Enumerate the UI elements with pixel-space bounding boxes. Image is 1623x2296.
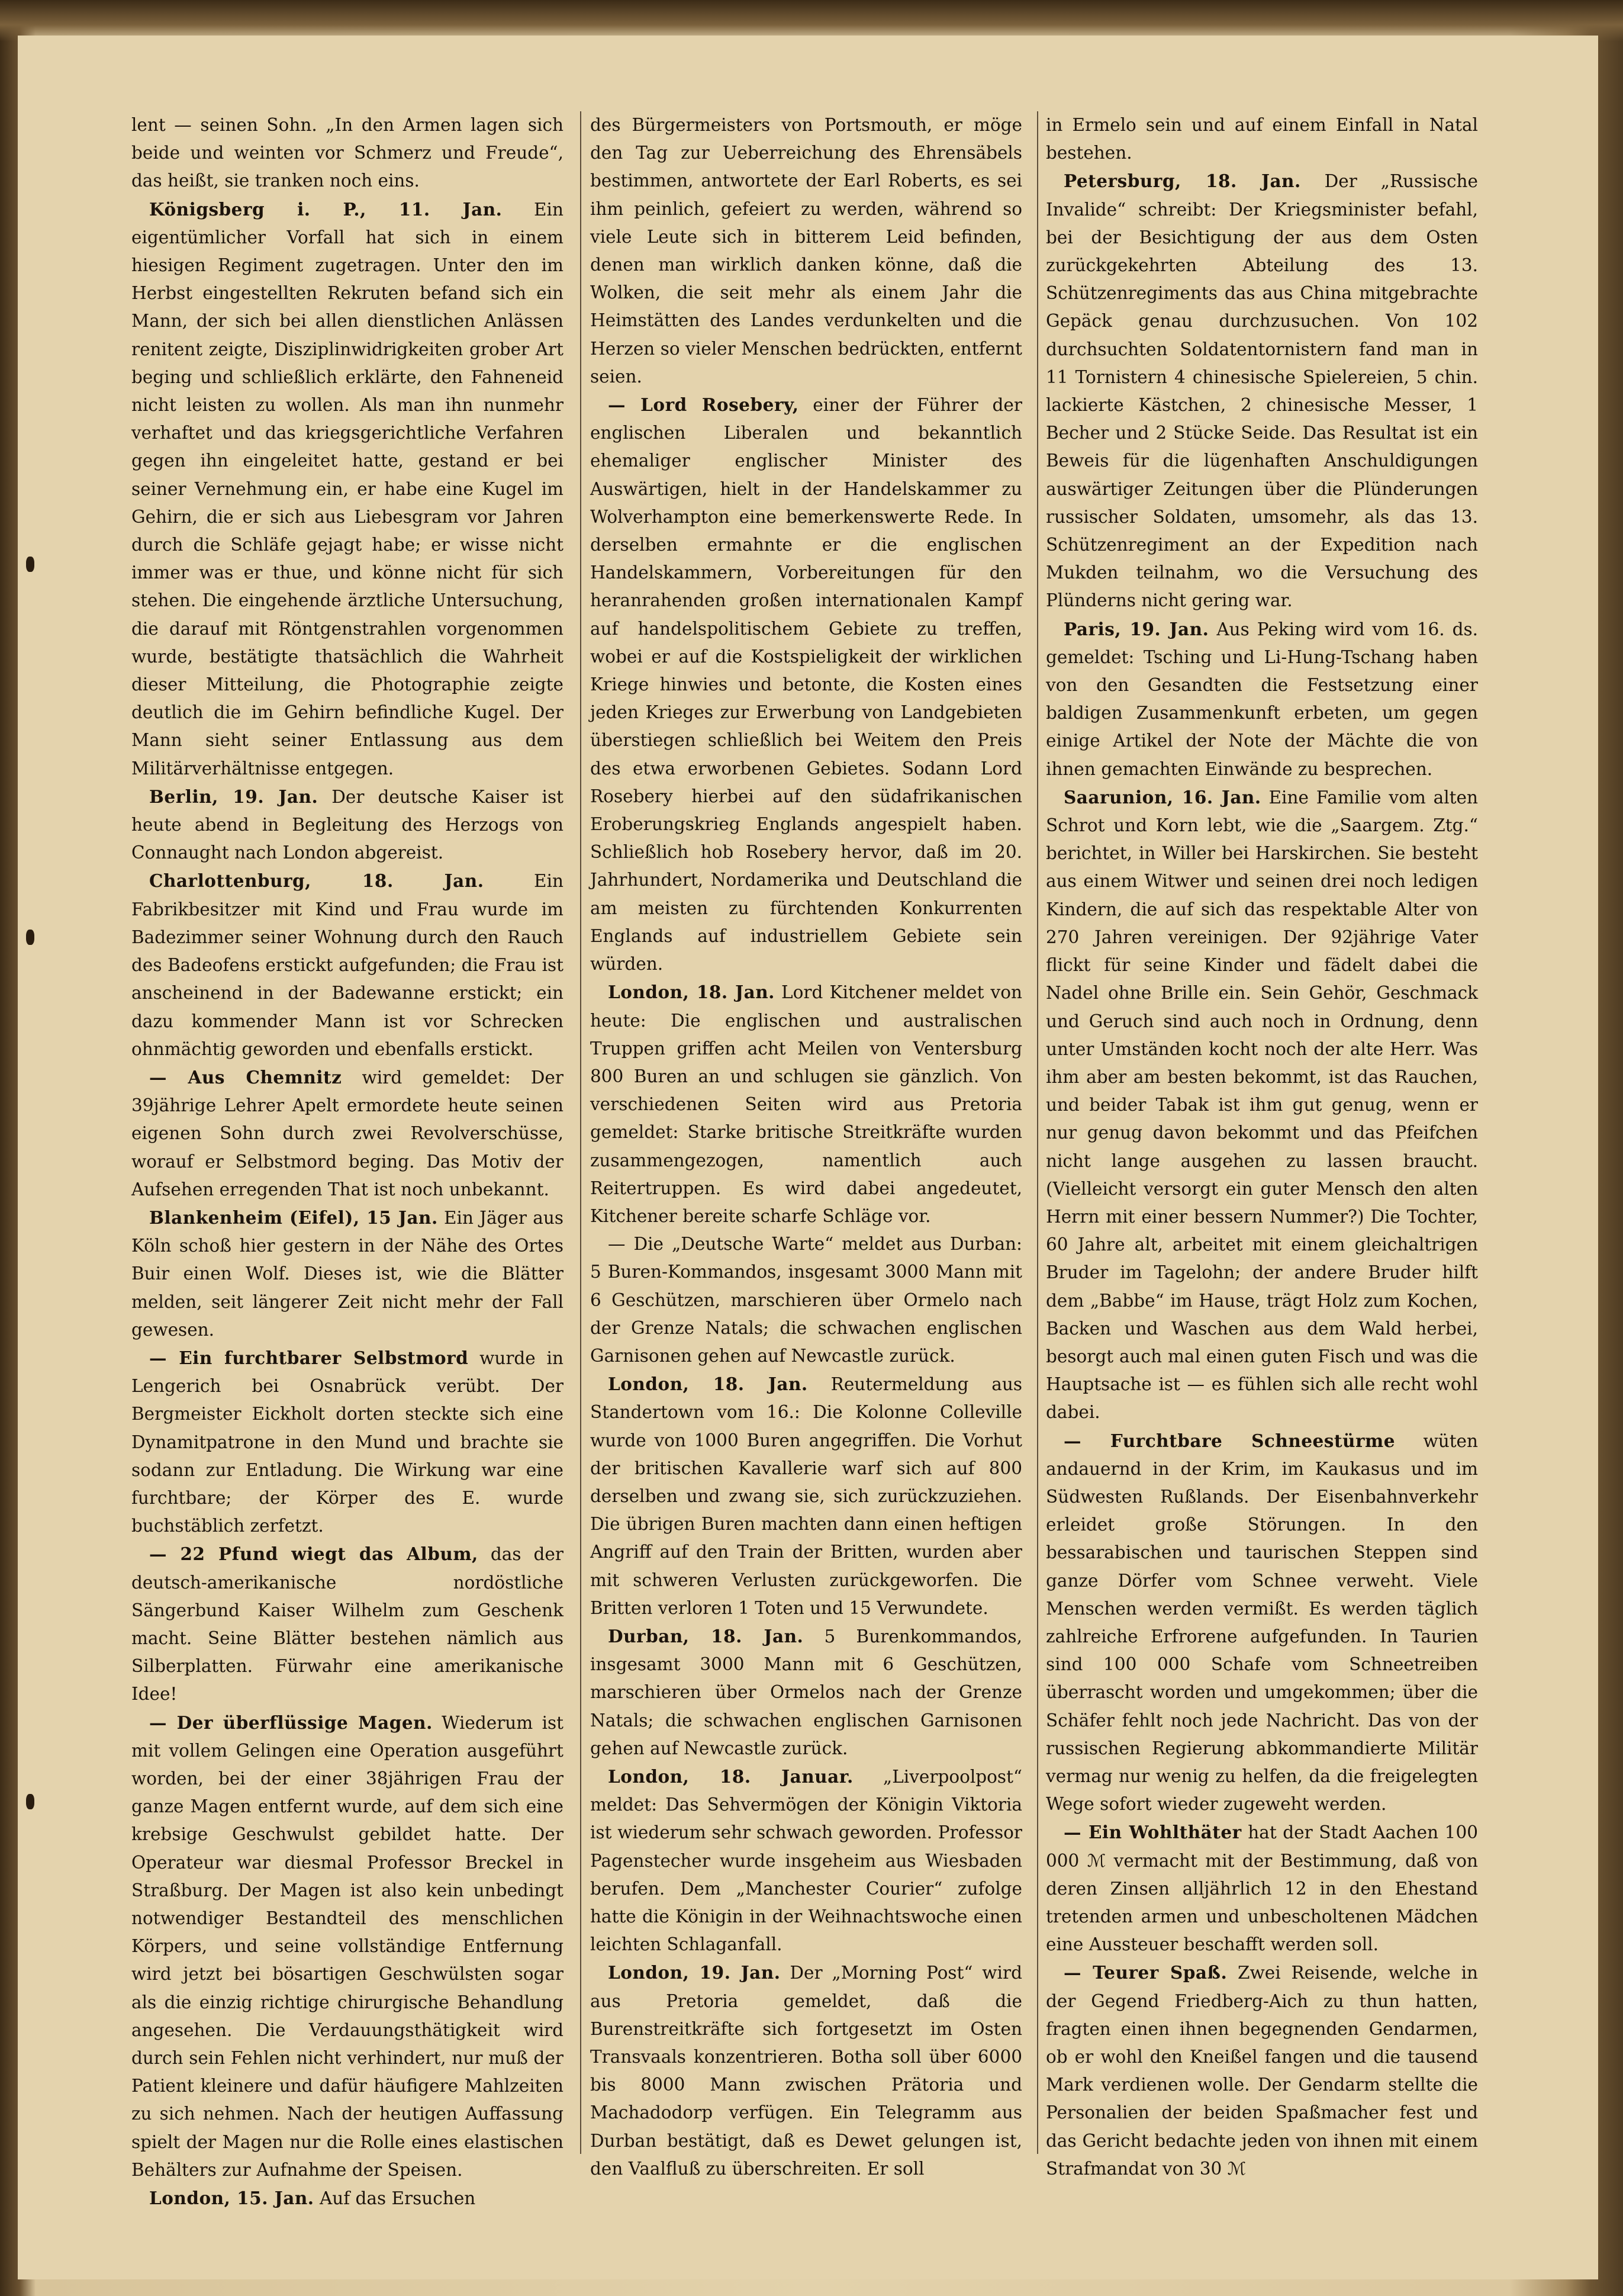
dateline: Petersburg, 18. Jan. — [1064, 171, 1301, 192]
binding-hole — [26, 557, 34, 572]
news-item — [590, 1370, 1022, 1622]
news-item — [1046, 1818, 1478, 1959]
dateline: — Aus Chemnitz — [149, 1066, 342, 1088]
dateline: — Teurer Spaß. — [1064, 1962, 1228, 1983]
news-item — [1046, 1959, 1478, 2183]
text-column-3 — [1046, 111, 1478, 2179]
news-item — [1046, 167, 1478, 615]
dateline: — Der überflüssige Magen. — [149, 1712, 433, 1733]
binding-hole — [26, 1794, 34, 1809]
item-text: Der „Russische Invalide“ schreibt: Der Kriegsminister befahl, bei der Besichtigung der aus dem Osten zurückgekehrten Abteilung des 13. Schützenregiments das aus China mitgebrachte Gepäck genau durchzusuchen. Von 102 durchsuchten Soldatentornistern fand man in 11 Tornistern 4 chinesische Spielereien, 5 chin. lackierte Kästchen, 2 chinesische Messer, 1 Becher und 2 Stücke Seide. Das Resultat ist ein Beweis für die lügenhaften Anschuldigungen auswärtiger Zeitungen über die Plünderungen russischer Soldaten, umsomehr, als das 13. Schützenregiment an der Expedition nach Mukden teilnahm, wo die Versuchung des Plünderns nicht gering war. — [1046, 171, 1478, 611]
news-item — [131, 1540, 563, 1708]
dateline: Durban, 18. Jan. — [608, 1625, 804, 1647]
item-text: wird gemeldet: Der 39jährige Lehrer Apelt ermordete heute seinen eigenen Sohn durch zwei Revolverschüsse, worauf er Selbstmord beging. Das Motiv der Aufsehen erregenden That ist noch unbekannt. — [131, 1067, 563, 1200]
dateline: Paris, 19. Jan. — [1064, 618, 1209, 639]
news-item — [590, 1622, 1022, 1763]
news-item — [590, 978, 1022, 1230]
item-text: „Liverpoolpost“ meldet: Das Sehvermögen der Königin Viktoria ist wiederum sehr schwach geworden. Professor Pagenstecher wurde insgeheim aus Wiesbaden berufen. Dem „Manchester Courier“ zufolge hatte die Königin in der Weihnachtswoche einen leichten Schlaganfall. — [590, 1766, 1022, 1955]
item-text: wurde in Lengerich bei Osnabrück verübt. Der Bergmeister Eickholt dorten steckte sich eine Dynamitpatrone in den Mund und brachte sie sodann zur Entladung. Die Wirkung war eine furchtbare; der Körper des E. wurde buchstäblich zerfetzt. — [131, 1348, 563, 1536]
dateline: Blankenheim (Eifel), 15 Jan. — [149, 1207, 438, 1228]
item-text: das der deutsch-amerikanische nordöstliche Sängerbund Kaiser Wilhelm zum Geschenk macht. Seine Blätter bestehen nämlich aus Silberplatten. Fürwahr eine amerikanische Idee! — [131, 1544, 563, 1705]
news-item — [590, 391, 1022, 978]
news-item — [131, 2184, 563, 2213]
dateline: Königsberg i. P., 11. Jan. — [149, 198, 503, 220]
item-text: hat der Stadt Aachen 100 000 ℳ vermacht mit der Bestimmung, daß von deren Zinsen alljährlich 12 in den Ehestand tretenden armen und unbescholtenen Mädchen eine Aussteuer beschafft werden soll. — [1046, 1822, 1478, 1955]
dateline: London, 19. Jan. — [608, 1962, 781, 1983]
dateline: Charlottenburg, 18. Jan. — [149, 870, 484, 892]
text-column-2 — [590, 111, 1022, 2179]
news-item — [131, 1063, 563, 1204]
dateline: — Ein furchtbarer Selbstmord — [149, 1347, 469, 1368]
dateline: — 22 Pfund wiegt das Album, — [149, 1543, 478, 1565]
column-rule — [580, 111, 581, 2154]
news-item — [1046, 783, 1478, 1427]
item-text: — Die „Deutsche Warte“ meldet aus Durban: 5 Buren-Kommandos, insgesamt 3000 Mann mit 6 Geschützen, marschieren über Ormelo nach der Grenze Natals; die schwachen englischen Garnisonen gehen auf Newcastle zurück. — [590, 1234, 1022, 1366]
news-item — [131, 195, 563, 783]
item-text: einer der Führer der englischen Liberalen und bekanntlich ehemaliger englischer Minister des Auswärtigen, hielt in der Handelskammer zu Wolverhampton eine bemerkenswerte Rede. In derselben ermahnte er die englischen Handelskammern, Vorbereitungen für den heranrahenden großen internationalen Kampf auf handelspolitischem Gebiete zu treffen, wobei er auf die Kostspieligkeit der wirklichen Kriege hinwies und betonte, die Kosten eines jeden Krieges zur Erwerbung von Landgebieten überstiegen schließlich bei Weitem den Preis des etwa erworbenen Gebietes. Sodann Lord Rosebery hierbei auf den südafrikanischen Eroberungskrieg Englands angespielt haben. Schließlich hob Rosebery hervor, daß im 20. Jahrhundert, Nordamerika und Deutschland die am meisten zu fürchtenden Konkurrenten Englands auf industriellem Gebiete sein würden. — [590, 395, 1022, 975]
item-text: 5 Burenkommandos, insgesamt 3000 Mann mit 6 Geschützen, marschieren über Ormelos nach der Grenze Natals; die schwachen englischen Garnisonen gehen auf Newcastle zurück. — [590, 1626, 1022, 1758]
item-text: Ein eigentümlicher Vorfall hat sich in einem hiesigen Regiment zugetragen. Unter den im Herbst eingestellten Rekruten befand sich ein Mann, der sich bei allen dienstlichen Anlässen renitent zeigte, Disziplinwidrigkeiten grober Art beging und schließlich erklärte, den Fahneneid nicht leisten zu wollen. Als man ihn nunmehr verhaftet und das kriegsgerichtliche Verfahren gegen ihn eingeleitet hatte, gestand er bei seiner Vernehmung ein, er habe eine Kugel im Gehirn, die er sich aus Liebesgram vor Jahren durch die Schläfe gejagt habe; er wisse nicht immer was er thue, und könne nicht für sich stehen. Die eingehende ärztliche Untersuchung, die darauf mit Röntgenstrahlen vorgenommen wurde, bestätigte thatsächlich die Wahrheit dieser Mitteilung, die Photographie zeigte deutlich die im Gehirn befindliche Kugel. Der Mann sieht seiner Entlassung aus dem Militärverhältnisse entgegen. — [131, 199, 563, 779]
item-text: Ein Fabrikbesitzer mit Kind und Frau wurde im Badezimmer seiner Wohnung durch den Rauch des Badeofens erstickt aufgefunden; die Frau ist anscheinend in der Badewanne erstickt; ein dazu kommender Mann ist vor Schrecken ohnmächtig geworden und ebenfalls erstickt. — [131, 871, 563, 1059]
item-text: Aus Peking wird vom 16. ds. gemeldet: Tsching und Li-Hung-Tschang haben von den Gesandten die Festsetzung einer baldigen Zusammenkunft erbeten, um gegen einige Artikel der Note der Mächte die von ihnen gemachten Einwände zu besprechen. — [1046, 619, 1478, 779]
article-continuation: in Ermelo sein und auf einem Einfall in Natal bestehen. — [1046, 115, 1478, 163]
text-column-1 — [131, 111, 563, 2209]
dateline: — Ein Wohlthäter — [1064, 1822, 1242, 1843]
article-continuation: lent — seinen Sohn. „In den Armen lagen sich beide und weinten vor Schmerz und Freude“, das heißt, sie tranken noch eins. — [131, 115, 563, 191]
dateline: London, 18. Jan. — [608, 1374, 808, 1395]
news-item — [131, 1344, 563, 1540]
item-text: Lord Kitchener meldet von heute: Die englischen und australischen Truppen griffen acht Meilen von Ventersburg 800 Buren an und schlugen sie gänzlich. Von verschiedenen Seiten wird aus Pretoria gemeldet: Starke britische Streitkräfte wurden zusammengezogen, namentlich auch Reitertruppen. Es wird dabei angedeutet, Kitchener bereite scharfe Schläge vor. — [590, 982, 1022, 1226]
news-item — [1046, 615, 1478, 783]
dateline: Saarunion, 16. Jan. — [1064, 786, 1261, 808]
news-item — [590, 1763, 1022, 1959]
news-item — [131, 1709, 563, 2184]
news-item — [131, 867, 563, 1063]
item-text: Reutermeldung aus Standertown vom 16.: Die Kolonne Colleville wurde von 1000 Buren angegriffen. Die Vorhut der britischen Kavallerie warf sich auf 800 derselben und zwang sie, sich zurückzuziehen. Die übrigen Buren machten dann einen heftigen Angriff auf den Train der Britten, wurden aber mit schweren Verlusten zurückgeworfen. Die Britten verloren 1 Toten und 15 Verwundete. — [590, 1374, 1022, 1618]
dateline: — Lord Rosebery, — [608, 394, 799, 416]
news-item — [590, 1959, 1022, 2183]
news-item — [1046, 1427, 1478, 1819]
binding-hole — [26, 930, 34, 945]
news-item — [590, 1230, 1022, 1370]
dateline: London, 18. Januar. — [608, 1766, 854, 1787]
item-text: Wiederum ist mit vollem Gelingen eine Operation ausgeführt worden, bei der einer 38jährigen Frau der ganze Magen entfernt wurde, auf dem sich eine krebsige Geschwulst gebildet hatte. Der Operateur war diesmal Professor Breckel in Straßburg. Der Magen ist also kein unbedingt notwendiger Bestandteil des menschlichen Körpers, und seine vollständige Entfernung wird jetzt bei bösartigen Geschwülsten sogar als die einzig richtige chirurgische Behandlung angesehen. Die Verdauungsthätigkeit wird durch sein Fehlen nicht verhindert, nur muß der Patient kleinere und dafür häufigere Mahlzeiten zu sich nehmen. Nach der heutigen Auffassung spielt der Magen nur die Rolle eines elastischen Behälters zur Aufnahme der Speisen. — [131, 1712, 563, 2180]
item-text: Der „Morning Post“ wird aus Pretoria gemeldet, daß die Burenstreitkräfte sich fortgesetzt im Osten Transvaals konzentrieren. Botha soll über 6000 bis 8000 Mann zwischen Prätoria und Machadodorp verfügen. Ein Telegramm aus Durban bestätigt, daß es Dewet gelungen ist, den Vaalfluß zu überschreiten. Er soll — [590, 1963, 1022, 2179]
item-text: Der deutsche Kaiser ist heute abend in Begleitung des Herzogs von Connaught nach London abgereist. — [131, 786, 563, 863]
item-text: Eine Familie vom alten Schrot und Korn lebt, wie die „Saargem. Ztg.“ berichtet, in Willer bei Harskirchen. Sie besteht aus einem Witwer und seinen drei noch ledigen Kindern, die auf sich das respektable Alter von 270 Jahren vereinigen. Der 92jährige Vater flickt für seine Kinder und fädelt dabei die Nadel ohne Brille ein. Sein Gehör, Geschmack und Geruch sind auch noch in Ordnung, denn unter Umständen kocht noch der alte Herr. Was ihm aber am besten bekommt, ist das Rauchen, und beider Tabak ist ihm gut genug, wenn er nur genug davon bekommt und das Pfeifchen nicht lange ausgehen zu lassen braucht. (Vielleicht versorgt ein guter Mensch den alten Herrn mit einer bessern Nummer?) Die Tochter, 60 Jahre alt, arbeitet mit einem gleichaltrigen Bruder im Tagelohn; der andere Bruder hilft dem „Babbe“ im Hause, trägt Holz zum Kochen, Backen und Waschen aus dem Wald herbei, besorgt auch mal einen guten Fisch und was die Hauptsache ist — es fühlen sich alle recht wohl dabei. — [1046, 787, 1478, 1423]
item-text: Zwei Reisende, welche in der Gegend Friedberg-Aich zu thun hatten, fragten einen ihnen begegnenden Gendarmen, ob er wohl den Kneißel fangen und die tausend Mark verdienen wolle. Der Gendarm stellte die Personalien der beiden Spaßmacher fest und das Gericht bedachte jeden von ihnen mit einem Strafmandat von 30 ℳ — [1046, 1963, 1478, 2179]
dateline: — Furchtbare Schneestürme — [1064, 1430, 1396, 1451]
item-text: Ein Jäger aus Köln schoß hier gestern in der Nähe des Ortes Buir einen Wolf. Dieses ist, wie die Blätter melden, seit längerer Zeit nicht mehr der Fall gewesen. — [131, 1207, 563, 1340]
dateline: London, 18. Jan. — [608, 982, 775, 1003]
news-item — [131, 783, 563, 867]
item-text: wüten andauernd in der Krim, im Kaukasus und im Südwesten Rußlands. Der Eisenbahnverkehr erleidet große Störungen. In den bessarabischen und taurischen Steppen sind ganze Dörfer vom Schnee verweht. Viele Menschen werden vermißt. Es werden täglich zahlreiche Erfrorene aufgefunden. In Taurien sind 100 000 Schafe vom Schneetreiben überrascht worden und umgekommen; über die Schäfer fehlt noch jede Nachricht. Das von der russischen Regierung abkommandierte Militär vermag nur wenig zu helfen, da die freigelegten Wege sofort wieder zugeweht werden. — [1046, 1430, 1478, 1815]
dateline: London, 15. Jan. — [149, 2188, 314, 2209]
dateline: Berlin, 19. Jan. — [149, 786, 318, 807]
item-text: Auf das Ersuchen — [319, 2188, 476, 2209]
column-rule — [1037, 111, 1038, 2154]
article-continuation: des Bürgermeisters von Portsmouth, er möge den Tag zur Ueberreichung des Ehrensäbels bestimmen, antwortete der Earl Roberts, es sei ihm peinlich, gefeiert zu werden, während so viele Leute sich in bitterem Leid befinden, denen man wirklich danken könne, daß die Wolken, die seit mehr als einem Jahr die Heimstätten des Landes verdunkelten und die Herzen so vieler Menschen bedrückten, entfernt seien. — [590, 115, 1022, 387]
news-item — [131, 1204, 563, 1344]
